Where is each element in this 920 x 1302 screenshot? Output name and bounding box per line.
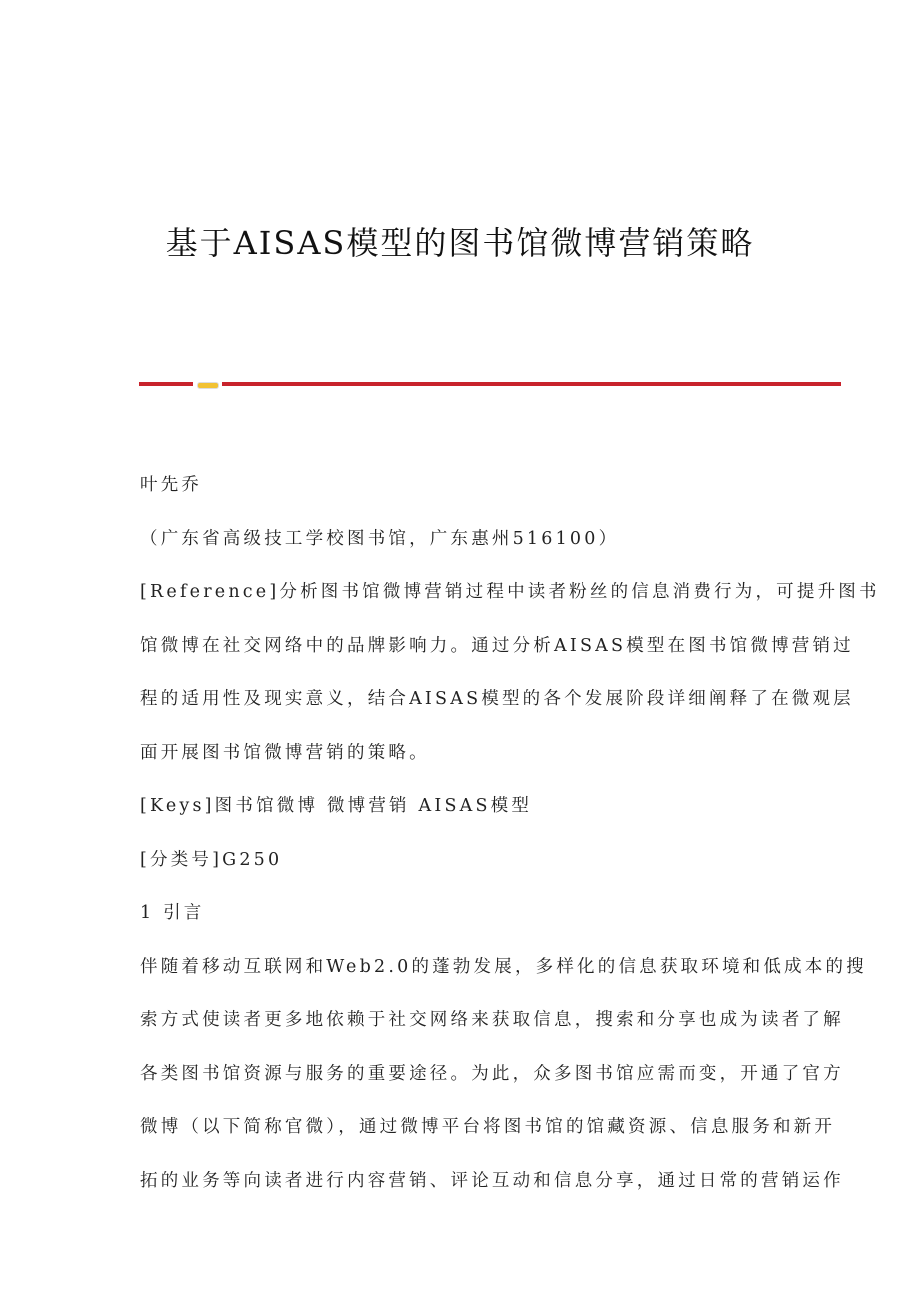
divider-ornament bbox=[197, 382, 219, 389]
body-line: 伴随着移动互联网和Web2.0的蓬勃发展，多样化的信息获取环境和低成本的搜 bbox=[140, 957, 867, 977]
keywords: [Keys]图书馆微博 微博营销 AISAS模型 bbox=[140, 796, 533, 816]
body-line: 拓的业务等向读者进行内容营销、评论互动和信息分享，通过日常的营销运作 bbox=[140, 1171, 844, 1191]
abstract-line: 程的适用性及现实意义，结合AISAS模型的各个发展阶段详细阐释了在微观层 bbox=[140, 689, 854, 709]
classification: [分类号]G250 bbox=[140, 850, 283, 870]
abstract-line: 面开展图书馆微博营销的策略。 bbox=[140, 743, 430, 763]
body-line: 各类图书馆资源与服务的重要途径。为此，众多图书馆应需而变，开通了官方 bbox=[140, 1064, 844, 1084]
title-divider-left bbox=[139, 382, 193, 386]
affiliation: （广东省高级技工学校图书馆，广东惠州516100） bbox=[140, 529, 620, 549]
abstract-line: [Reference]分析图书馆微博营销过程中读者粉丝的信息消费行为，可提升图书 bbox=[140, 582, 880, 602]
title-divider-right bbox=[222, 382, 841, 386]
body-line: 索方式使读者更多地依赖于社交网络来获取信息，搜索和分享也成为读者了解 bbox=[140, 1010, 844, 1030]
body-line: 微博（以下简称官微），通过微博平台将图书馆的馆藏资源、信息服务和新开 bbox=[140, 1117, 836, 1137]
document-title: 基于AISAS模型的图书馆微博营销策略 bbox=[165, 224, 755, 262]
abstract-line: 馆微博在社交网络中的品牌影响力。通过分析AISAS模型在图书馆微博营销过 bbox=[140, 636, 854, 656]
section-heading: 1 引言 bbox=[140, 903, 205, 923]
author: 叶先乔 bbox=[140, 475, 203, 495]
